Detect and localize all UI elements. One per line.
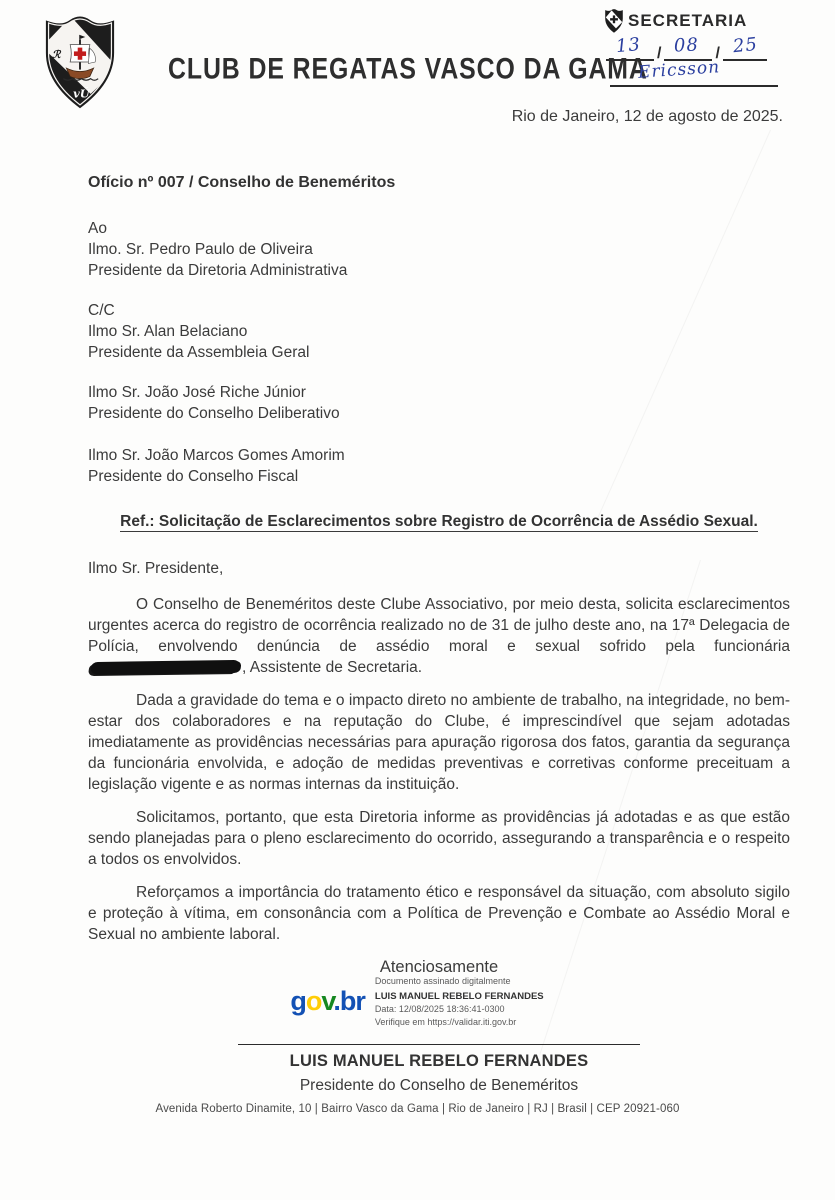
svg-text:ℛ: ℛ [51,49,61,62]
date-separator: / [657,45,662,62]
secretaria-stamp [604,8,799,87]
recipient-block [88,382,790,424]
stamp-signature-line [610,57,778,87]
recipient-salutation: C/C [88,302,115,319]
recipient-salutation: Ao [88,220,107,237]
city-date-line: Rio de Janeiro, 12 de agosto de 2025. [511,108,783,125]
recipient-name: Ilmo Sr. João Marcos Gomes Amorim [88,447,345,464]
greeting-line: Ilmo Sr. Presidente, [88,560,224,577]
closing-word: Atenciosamente [379,958,499,973]
date-separator: / [715,45,720,62]
body-paragraph-1: O Conselho de Beneméritos deste Clube Associativo, por meio desta, solicita esclarecimentos urgentes acerca do registro de ocorrência realizado no de 31 de julho deste ano, na 17ª Delegacia de Polícia, envolvendo denúncia de assédio moral e sexual sofrido pela funcionária, Assistente de Secretaria. [88,596,790,676]
footer-address: Avenida Roberto Dinamite, 10 | Bairro Vasco da Gama | Rio de Janeiro | RJ | Brasil | CEP 20921-060 [155,1103,680,1115]
body-paragraph-4: Reforçamos a importância do tratamento ético e responsável da situação, com absoluto sigilo e proteção à vítima, em consonância com a Política de Prevenção e Combate ao Assédio Moral e Sexual no ambiente laboral. [88,884,790,943]
recipient-title: Presidente da Diretoria Administrativa [88,262,348,279]
signer-name: LUIS MANUEL REBELO FERNANDES [289,1052,589,1070]
handwritten-month: 08 [673,34,700,57]
letter-body [88,172,790,1096]
recipient-block [88,300,790,363]
digital-signature-verify-url: Verifique em https://validar.iti.gov.br [374,1016,517,1027]
signature-rule [238,1044,640,1045]
recipient-title: Presidente do Conselho Deliberativo [88,405,340,422]
recipient-name: Ilmo Sr. João José Riche Júnior [88,384,306,401]
recipient-block [88,445,790,487]
body-paragraph-3: Solicitamos, portanto, que esta Diretoria informe as providências já adotadas e as que estão sendo planejadas para o pleno esclarecimento do ocorrido, assegurando a transparência e o respeito a todos os envolvidos. [88,809,790,868]
stamp-label: SECRETARIA [628,10,748,30]
vasco-crest-logo [42,12,118,114]
body-paragraph-2: Dada a gravidade do tema e o impacto direto no ambiente de trabalho, na integridade, no bem-estar dos colaboradores e na reputação do Clube, é imprescindível que sejam adotadas imediatamente as providências necessárias para apuração rigorosa dos fatos, garantia da segurança da funcionária envolvida, e adoção de medidas preventivas e corretivas conforme preceituam a legislação vigente e as normas internas da instituição. [88,692,791,793]
recipient-block [88,218,790,281]
digital-signature-signer: LUIS MANUEL REBELO FERNANDES [374,990,544,1002]
vasco-shield-icon [604,8,624,33]
govbr-logo: gov.br [290,986,365,1016]
vasco-crest-icon [42,12,118,109]
subject-reference-line: Ref.: Solicitação de Esclarecimentos sobre Registro de Ocorrência de Assédio Sexual. [120,513,758,530]
svg-text:vŬ: vŬ [73,86,90,101]
recipient-name: Ilmo. Sr. Pedro Paulo de Oliveira [88,241,313,258]
oficio-number-line: Ofício nº 007 / Conselho de Beneméritos [88,174,396,191]
club-name-title: CLUB DE REGATAS VASCO DA GAMA [168,52,648,85]
signer-title: Presidente do Conselho de Beneméritos [299,1077,579,1094]
digital-signature-date: Data: 12/08/2025 18:36:41-0300 [374,1004,505,1014]
recipient-name: Ilmo Sr. Alan Belaciano [88,323,248,340]
handwritten-signature: Ericsson [637,57,721,83]
recipient-title: Presidente do Conselho Fiscal [88,468,299,485]
handwritten-year: 25 [731,33,759,58]
digital-signature-note: Documento assinado digitalmente [374,976,511,986]
govbr-digital-signature-block [66,975,768,1028]
recipient-title: Presidente da Assembleia Geral [88,344,310,361]
redacted-name [90,660,240,674]
handwritten-day: 13 [615,33,642,58]
